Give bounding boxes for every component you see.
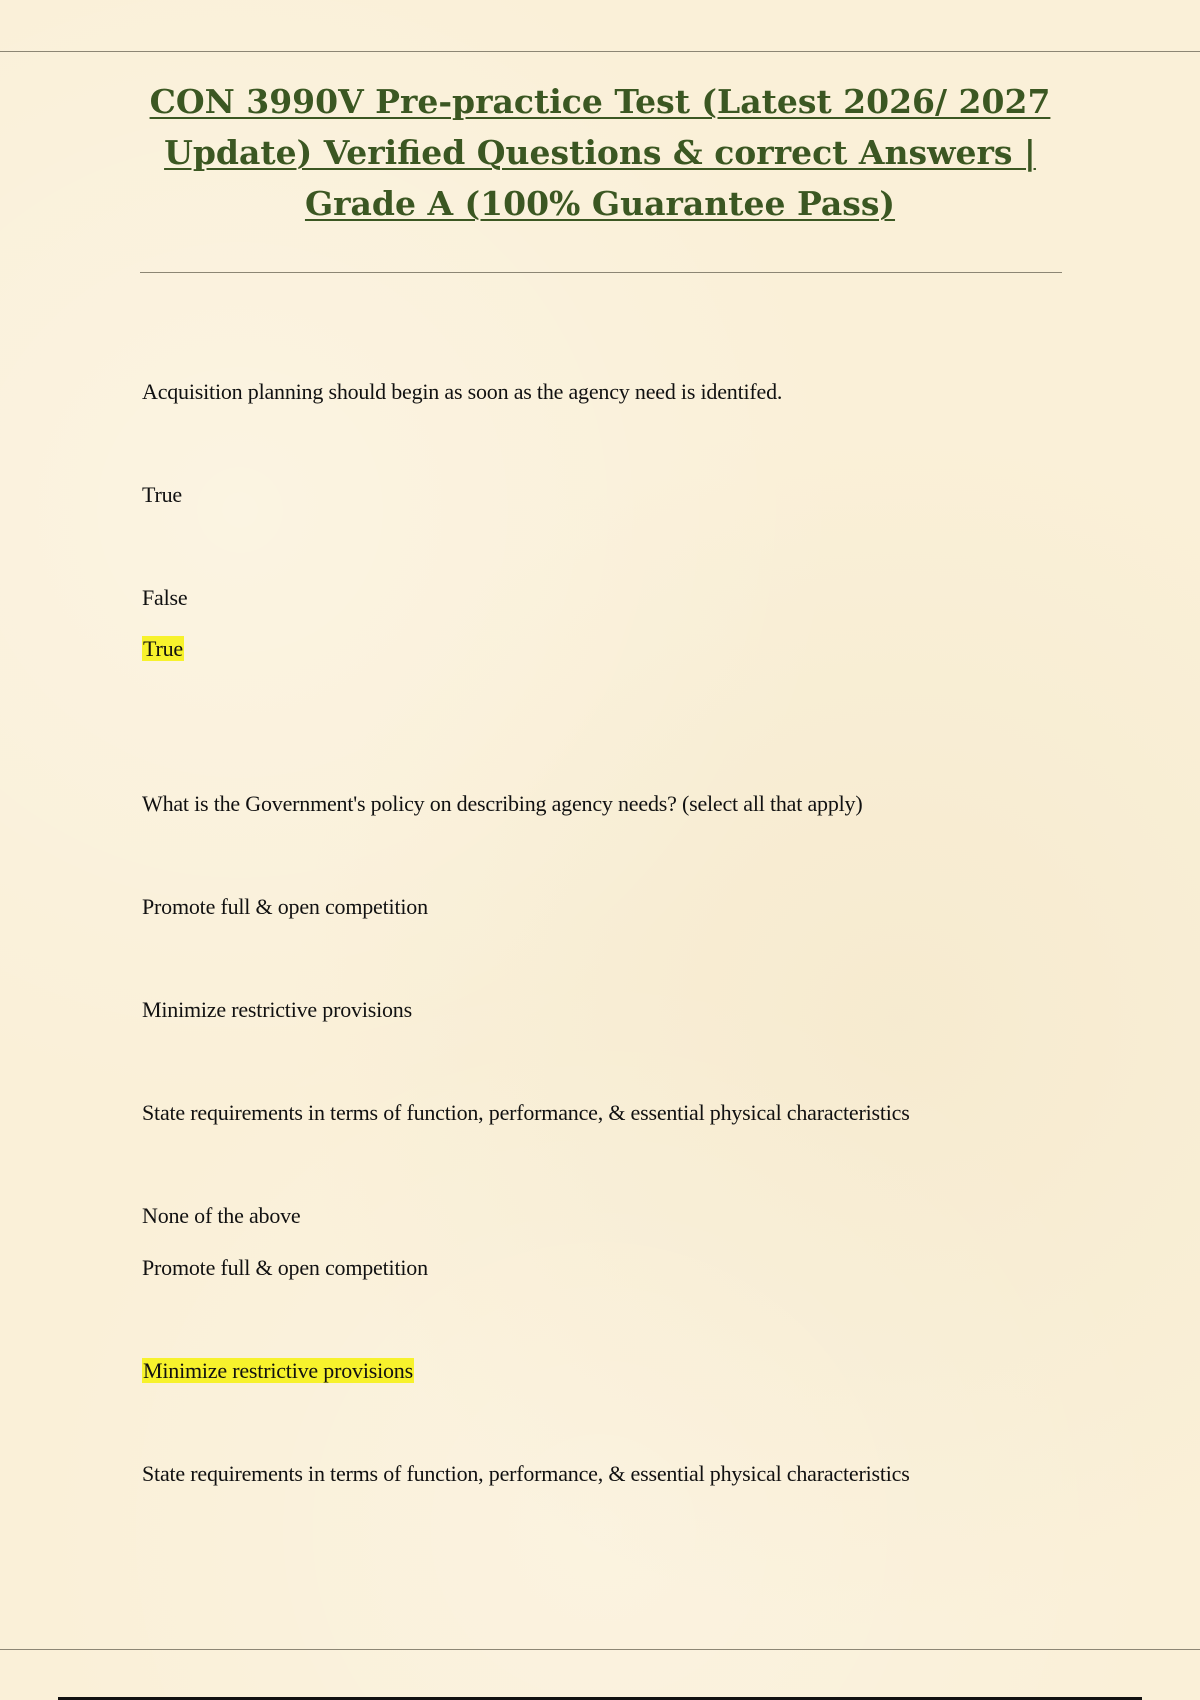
document-title-text: CON 3990V Pre-practice Test (Latest 2026/ 2027 Update) Verified Questions & correct Answers | Grade A (100% Guarantee Pass): [149, 82, 1051, 223]
document-title: [120, 76, 1080, 229]
question-2-option-3: State requirements in terms of function, performance, & essential physical characteristics: [142, 1100, 910, 1125]
question-2-option-2: Minimize restrictive provisions: [142, 997, 412, 1022]
bottom-divider: [0, 1649, 1200, 1650]
question-2-answer-1: Promote full & open competition: [142, 1255, 428, 1280]
question-2-answer-3: State requirements in terms of function, performance, & essential physical characteristics: [142, 1461, 910, 1486]
question-2-answer-2: [142, 1356, 414, 1386]
question-2-answer-2-highlight: Minimize restrictive provisions: [143, 1358, 413, 1383]
question-2-prompt: What is the Government's policy on describing agency needs? (select all that apply): [142, 791, 863, 816]
question-1-answer-highlight: True: [143, 636, 183, 661]
question-1-prompt: Acquisition planning should begin as soon as the agency need is identifed.: [142, 379, 783, 404]
question-1-answer: [142, 634, 184, 664]
question-2-option-4: None of the above: [142, 1203, 301, 1228]
question-1-option-1: True: [142, 482, 182, 507]
question-1-option-2: False: [142, 585, 188, 610]
question-2-option-1: Promote full & open competition: [142, 894, 428, 919]
top-divider: [0, 51, 1200, 52]
title-divider: [140, 272, 1062, 273]
